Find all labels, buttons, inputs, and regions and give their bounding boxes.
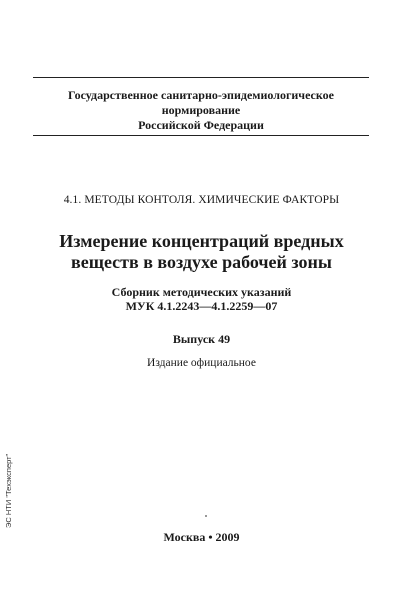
document-title — [0, 231, 403, 273]
header-bottom-rule — [33, 135, 369, 136]
header-line-2: Российской Федерации — [138, 118, 264, 132]
dot-mark — [205, 515, 207, 517]
collection-line-1: Сборник методических указаний — [111, 285, 292, 299]
document-title-line-2: веществ в воздухе рабочей зоны — [71, 252, 332, 272]
collection-info — [0, 285, 403, 313]
section-title: 4.1. МЕТОДЫ КОНТОЛЯ. ХИМИЧЕСКИЕ ФАКТОРЫ — [63, 194, 340, 206]
side-stamp: ЭС НТИ "Техэксперт" — [4, 453, 13, 528]
document-title-line-1: Измерение концентраций вредных — [59, 231, 344, 251]
city-year: Москва • 2009 — [163, 530, 240, 544]
header-top-rule — [33, 77, 369, 78]
issue-number: Выпуск 49 — [172, 332, 231, 346]
header-block — [33, 88, 369, 133]
header-line-1: Государственное санитарно-эпидемиологическое нормирование — [68, 88, 334, 117]
collection-line-2: МУК 4.1.2243—4.1.2259—07 — [125, 299, 278, 313]
edition-label: Издание официальное — [147, 357, 256, 369]
